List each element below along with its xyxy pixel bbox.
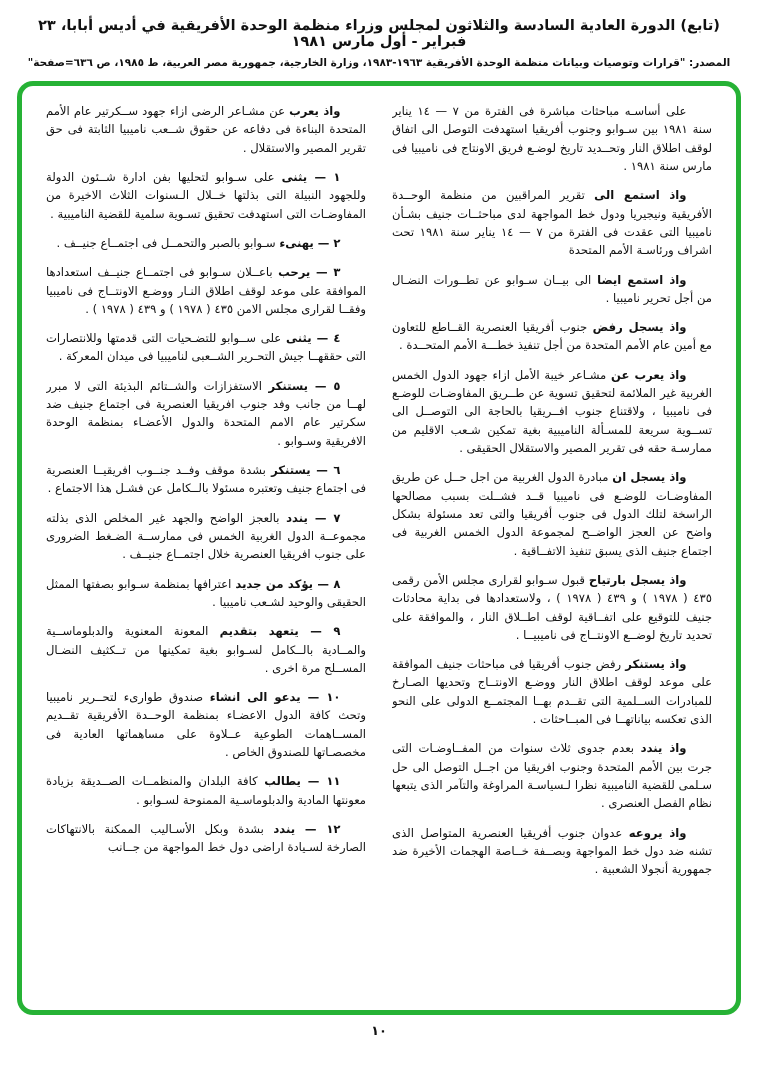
- paragraph-lead: ٦ — يستنكر: [271, 463, 341, 477]
- paragraph-text: على سـوابو لتحليها بفن ادارة شــئون الدولة وللجهود النبيلة التى بذلتها خــلال الـسنوات الثلاث الاخيرة من المفاوضـات التى استهدفت تحقيق تسـوية سلمية للقضية الناميبية .: [46, 169, 366, 221]
- paragraph-lead: ٧ — يندد: [286, 510, 341, 525]
- paragraph-text: الى بيــان سـوابو عن تطــورات النضـال من أجل تحرير ناميبيا .: [392, 272, 712, 305]
- paragraph-lead: ٤ — يثنى: [286, 331, 341, 346]
- paragraph-lead: واذ يسجل ان: [612, 470, 687, 485]
- paragraph: [392, 739, 712, 812]
- paragraph-lead: واذ يروعه: [628, 825, 687, 840]
- paragraph-text: مبادرة الدول الغربية من اجل حــل عن طريق المفاوضـات للوضـع فى ناميبيا قــد فشــلت بسبب مصالحها الراسخة لتلك الدول فى جنوب أفريقيا والتى تعد مسئولة بشكل واضح عن العجز الواضــح لمجموعة الدول الخمس الغربية فى اجتماع جنيف الذى يسبق تنفيذ الاتفــاقية .: [392, 470, 712, 558]
- paragraph-lead: واذ يسجل رفض: [592, 320, 687, 335]
- column-left: [46, 102, 366, 1000]
- paragraph: [392, 186, 712, 259]
- paragraph: [392, 655, 712, 728]
- paragraph: [392, 102, 712, 175]
- paragraph: [392, 468, 712, 560]
- paragraph: [46, 263, 366, 318]
- paragraph-text: بشدة موقف وفــد جنــوب افريقيــا العنصرية فى اجتماع جنيف وتعتبره مسئولا بالــكامل عن فشـل هذا الاجتماع .: [46, 463, 366, 496]
- column-right: [392, 102, 712, 1000]
- text-columns: [46, 102, 712, 1000]
- paragraph-lead: واذ يعرب عن: [611, 367, 687, 382]
- paragraph: [392, 571, 712, 644]
- paragraph: [46, 461, 366, 498]
- paragraph: [392, 824, 712, 879]
- paragraph-text: قبول سـوابو لقرارى مجلس الأمن رقمى ٤٣٥ ( ١٩٧٨ ) و ٤٣٩ ( ١٩٧٨ ) ، ولاستعدادها فى بداية محادثات جنيف للتوقيع على اتفــاقية لوقف اطــلاق النار ، والموافقة على تحديد تاريخ لوضــع الاونتــاج فى ناميبيــا .: [392, 572, 712, 642]
- paragraph-lead: ٣ — يرحب: [278, 265, 341, 280]
- paragraph-text: مشـاعر خيبة الأمل ازاء جهود الدول الخمس الغربية غير الملائمة لتحقيق تسوية عن طــريق المفاوضـات للوضـع فى ناميبيا ، ولاقتناع جنوب افــريقيا بالحاجة الى التوصــل الى تســوية سريعة للمسـألة الناميبية بغية تمكين شـعب الاقليم من ممارسـة حقه فى تقرير المصير والاستقلال الحقيقى .: [392, 367, 712, 455]
- paragraph: [46, 575, 366, 612]
- paragraph: [46, 329, 366, 366]
- paragraph-text: بالعجز الواضح والجهد غير المخلص الذى بذلته مجموعــة الدول الغربية الخمس فى ممارســة الضـغط الضرورى على جنوب افريقيا العنصرية خلال اجتمــاع جنيــف .: [46, 510, 366, 562]
- paragraph-text: بعدم جدوى ثلاث سنوات من المفــاوضـات التى جرت بين الأمم المتحدة وجنوب افريقيا من اجــل التوصل الى حل سـلمى للقضية الناميبية نظرا لـسياسـة المراوغة والتآمر الذى يتبعها نظام الفصل العنصرى .: [392, 741, 712, 811]
- paragraph: [46, 509, 366, 564]
- paragraph: [46, 377, 366, 450]
- document-frame: [17, 81, 741, 1015]
- paragraph-lead: واذ استمع ايضا: [597, 272, 687, 287]
- paragraph-text: على ســوابو للتضـحيات التى قدمتها وللانتصارات التى حققهــا جيش التحـرير الشــعبى لناميبيا فى ميدان المعركة .: [46, 331, 366, 364]
- paragraph-lead: ٨ — يؤكد من جديد: [235, 576, 341, 591]
- paragraph: [46, 234, 366, 252]
- paragraph-lead: واذ استمع الى: [594, 188, 687, 203]
- paragraph-text: صندوق طوارىء لتحــرير ناميبيا وتحث كافة الدول الاعضـاء بمنظمة الوحــدة الأفريقية تقــديم المســاهمات الطوعية عــلاوة على مساهماتها العادية فى مخصصـاتها للصندوق الخاص .: [46, 690, 366, 760]
- paragraph-text: الاستفزازات والشــتائم البذيئة التى لا مبرر لهــا من جانب وفد جنوب افريقيا العنصرية فى اجتماع جنيف ضد سكرتير عام الامم المتحدة والدول الأعضـاء بمنظمة الوحدة الافريقية وسـوابو .: [46, 378, 366, 448]
- paragraph-text: اعترافها بمنظمة سـوابو بصفتها الممثل الحقيقى والوحيد لشـعب ناميبيا .: [46, 576, 366, 609]
- paragraph-text: المعونة المعنوية والدبلوماســية والمــادية بالــكامل لسـوابو بغية تمكينها من تــكثيف النضـال المســلح مرة اخرى .: [46, 624, 366, 675]
- paragraph-text: سـوابو بالصبر والتحمــل فى اجتمــاع جنيــف .: [56, 235, 280, 250]
- paragraph-lead: ٢ — يهنىء: [279, 235, 341, 250]
- paragraph: [46, 168, 366, 223]
- paragraph-lead: ١ — يثنى: [281, 169, 341, 184]
- paragraph-lead: واذ يعرب: [289, 104, 341, 118]
- paragraph: [46, 622, 366, 677]
- paragraph-lead: واذ يندد: [640, 741, 687, 756]
- paragraph-lead: ١٢ — يندد: [273, 822, 341, 836]
- page-header: [0, 0, 758, 69]
- paragraph-text: عدوان جنوب أفريقيا العنصرية المتواصل الذى تشنه ضد دول خط المواجهة وبصــفة خــاصة الهجمات الأخيرة ضد جمهورية أنجولا الشعبية .: [392, 825, 712, 877]
- paragraph-lead: واذ يسجل بارتياح: [588, 572, 687, 587]
- paragraph-lead: ١١ — يطالب: [264, 774, 341, 789]
- paragraph: [46, 772, 366, 809]
- session-title: (تابع) الدورة العادية السادسة والثلاثون لمجلس وزراء منظمة الوحدة الأفريقية في أديس أبابا، ٢٣ فبراير - أول مارس ١٩٨١: [38, 18, 720, 50]
- paragraph: [46, 820, 366, 857]
- paragraph-text: تقرير المراقبين من منظمة الوحــدة الأفريقية ونيجيريا ودول خط المواجهة لدى مباحثــات جنيف بشـأن ناميبيا التى عقدت فى الفترة من ٧ — ١٤ يناير سنة ١٩٨١ تحت اشراف ورئاسـة الأمم المتحدة: [392, 188, 712, 258]
- paragraph-lead: ١٠ — يدعو الى انشاء: [209, 690, 341, 705]
- paragraph-text: بشدة وبكل الأسـاليب الممكنة بالانتهاكات الصارخة لسـيادة اراضى دول خط المواجهة من جــانب: [46, 822, 366, 855]
- paragraph-text: على أساسـه مباحثات مباشرة فى الفترة من ٧ — ١٤ يناير سنة ١٩٨١ بين سـوابو وجنوب أفريقيا استهدفت التوصل الى اتفاق لوقف اطلاق النار وتحــديد تاريخ لوضـع فريق الاونتاج فى ناميبيا فى مارس سنة ١٩٨١ .: [392, 104, 712, 173]
- paragraph: [46, 688, 366, 761]
- paragraph: [392, 271, 712, 308]
- paragraph-text: كافة البلدان والمنظمــات الصــديقة بزيادة معونتها المادية والدبلوماسـية الممنوحة لسـوابو .: [46, 774, 366, 807]
- paragraph-lead: ٥ — يستنكر: [268, 378, 341, 393]
- source-citation: المصدر: "قرارات وتوصيات وبيانات منظمة الوحدة الأفريقية ١٩٦٣-١٩٨٣، وزارة الخارجية، جمهورية مصر العربية، ط ١٩٨٥، ص ٦٣٦=صفحة": [27, 57, 731, 69]
- paragraph: [392, 366, 712, 458]
- paragraph: [46, 102, 366, 157]
- paragraph-text: جنوب أفريقيا العنصرية القــاطع للتعاون مع أمين عام الأمم المتحدة من أجل تنفيذ خطـــة الأمم المتحــدة .: [392, 320, 712, 353]
- page-number: ١٠: [371, 1024, 387, 1039]
- paragraph-lead: واذ يستنكر: [625, 657, 687, 672]
- paragraph-text: عن مشـاعر الرضى ازاء جهود ســكرتير عام الأمم المتحدة البناءة فى دفاعه عن حقوق شــعب ناميبيا الثابتة فى حق تقرير المصير والاستقلال .: [46, 104, 366, 155]
- paragraph-lead: ٩ — يتعهد بتقديم: [219, 624, 341, 639]
- paragraph-text: باعــلان سـوابو فى اجتمــاع جنيــف استعدادها الموافقة على موعد لوقف اطلاق النـار ووضـع الاونتــاج فى ناميبيا وفقــا لقرارى مجلس الامن ٤٣٥ ( ١٩٧٨ ) و ٤٣٩ ( ١٩٧٨ ) .: [46, 265, 366, 316]
- paragraph: [392, 318, 712, 355]
- paragraph-text: رفض جنوب أفريقيا فى مباحثات جنيف الموافقة على موعد لوقف اطلاق النار ووضـع الاونتــاج وتحديها الصـارخ للمبادرات الســلمية التى تقــدم بهــا المجتمــع الدولى على النحو الذى تعكسه بياناتهــا فى المبــاحثات .: [392, 657, 712, 727]
